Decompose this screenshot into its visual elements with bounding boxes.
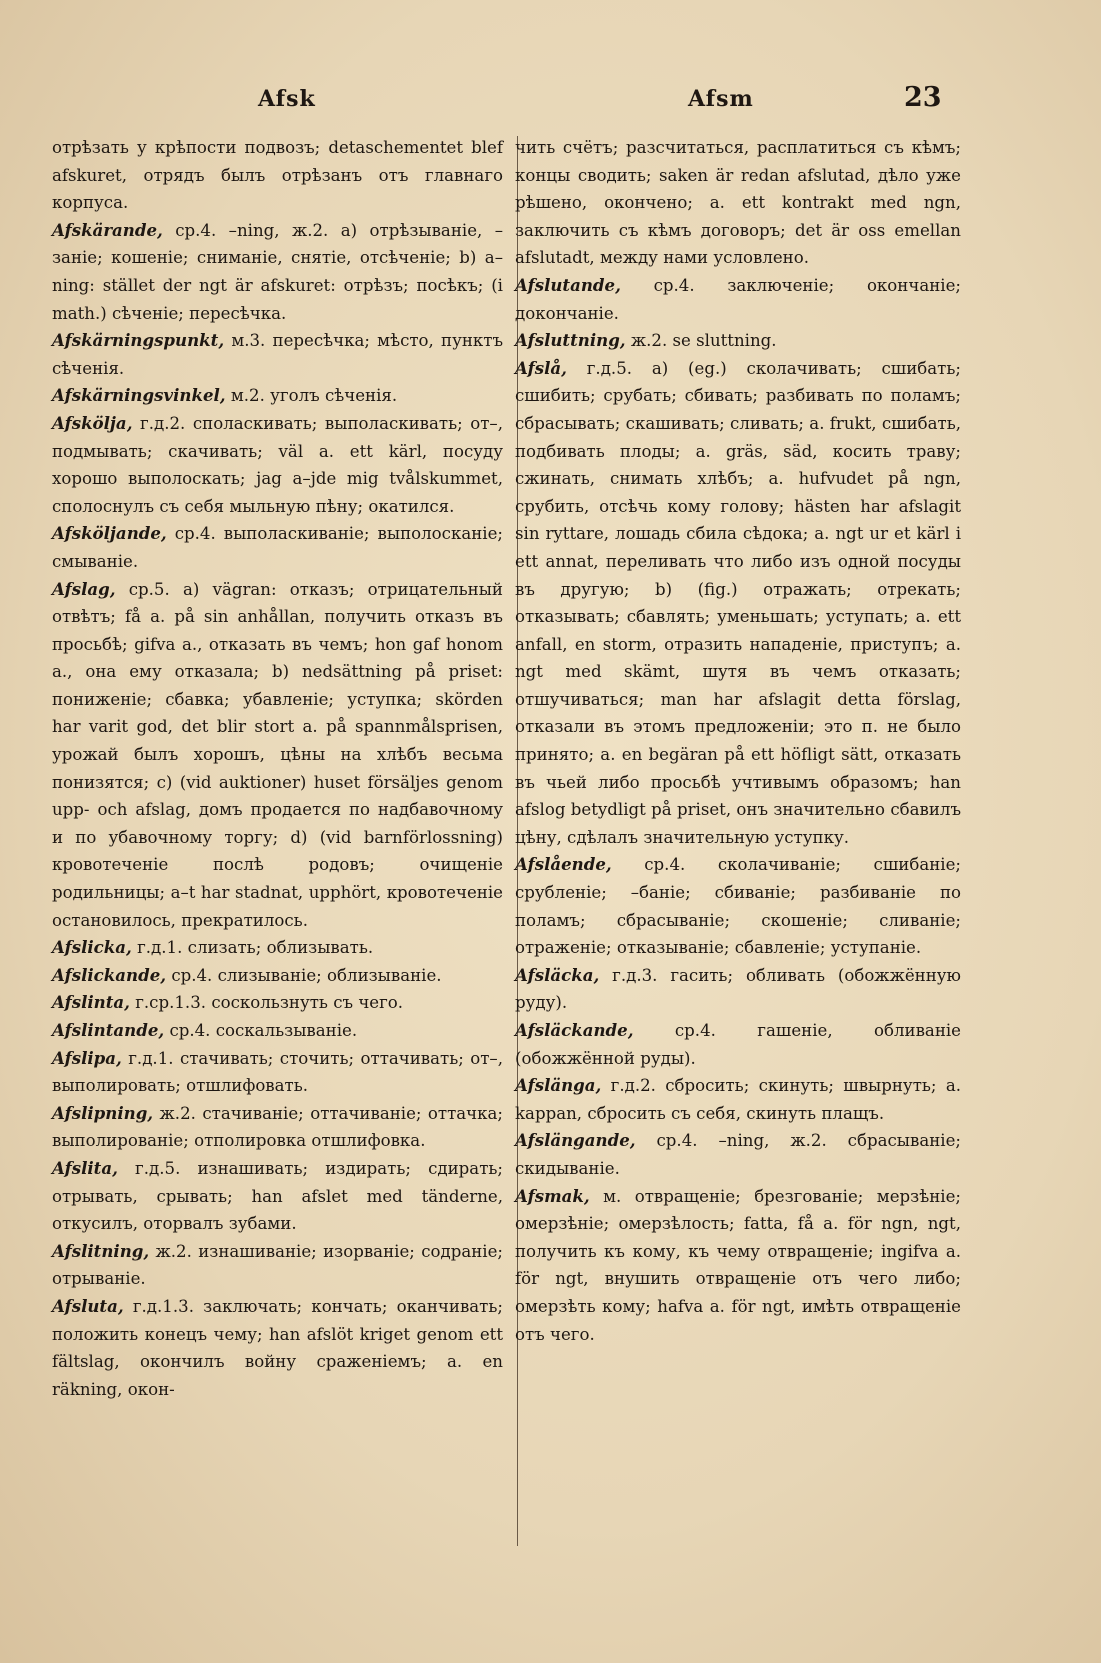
- entry-definition: чить счётъ; разсчитаться, расплатиться съ кѣмъ; концы сводить; saken är redan afslutad, дѣло уже рѣшено, окончено; a. ett kontrakt med ngn, заключить съ кѣмъ договоръ; det är oss emellan afslutadt, между нами условлено.: [515, 138, 961, 268]
- entry-definition: г.д.2. сбросить; скинуть; швырнуть; a. kappan, сбросить съ себя, скинуть плащъ.: [515, 1076, 961, 1123]
- entry-headword: Afslå,: [515, 357, 567, 378]
- dictionary-entry: [52, 1017, 503, 1045]
- dictionary-entry: [52, 410, 503, 520]
- entry-definition: ср.4. гашеніе, обливаніе (обожжённой руды).: [515, 1021, 962, 1068]
- entry-headword: Afsläcka,: [515, 964, 600, 985]
- entry-definition: ж.2. изнашиваніе; изорваніе; содраніе; отрываніе.: [52, 1241, 503, 1289]
- dictionary-entry: [52, 1100, 503, 1155]
- entry-headword: Afsläckande,: [515, 1020, 634, 1040]
- entry-definition: г.д.1.3. заключать; кончать; оканчивать; положить конецъ чему; han afslöt kriget genom ett fältslag, окончилъ войну сраженіемъ; a. en räkning, окон-: [52, 1296, 503, 1399]
- entry-headword: Afslängande,: [515, 1130, 636, 1151]
- dictionary-entry: [515, 962, 961, 1017]
- entry-headword: Afslipa,: [52, 1047, 122, 1068]
- dictionary-entry: [515, 1183, 961, 1349]
- running-header-right: Afsm: [688, 86, 754, 112]
- dictionary-entry: [52, 327, 503, 382]
- entry-definition: г.д.1. слизать; облизывать.: [137, 938, 374, 958]
- entry-definition: ж.2. se sluttning.: [630, 331, 777, 351]
- entry-headword: Afskärande,: [52, 219, 163, 240]
- entry-definition: ср.4. заключеніе; окончаніе; докончаніе.: [515, 275, 961, 323]
- entry-headword: Afslintande,: [52, 1020, 165, 1040]
- entry-headword: Afslickande,: [52, 964, 167, 985]
- entry-headword: Afslänga,: [515, 1075, 602, 1096]
- entry-definition: ср.5. a) vägran: отказъ; отрицательный отвѣтъ; få a. på sin anhållan, получить отказъ въ просьбѣ; gifva a., отказать въ чемъ; hon gaf honom a., она ему отказала; b) nedsättning på priset: пониженіе; сбавка; убавленіе; уступка; skörden har varit god, det blir stort a. på spannmålsprisen, урожай былъ хорошъ, цѣны на хлѣбъ весьма понизятся; c) (vid auktioner) huset försäljes genom upp- och afslag, домъ продается по надбавочному и по убавочному торгу; d) (vid barnförlossning) кровотеченіе послѣ родовъ; очищеніе родильницы; a–t har stadnat, upphört, кровотеченіе остановилось, прекратилось.: [52, 579, 503, 930]
- dictionary-entry: [52, 1293, 503, 1403]
- entry-definition: м. отвращеніе; брезгованіе; мерзѣніе; омерзѣніе; омерзѣлость; fatta, få a. för ngn, ngt, получить къ кому, къ чему отвращеніе; ingifva a. för ngt, внушить отвращеніе отъ чего либо; омерзѣть кому; hafva a. för ngt, имѣть отвращеніе отъ чего.: [515, 1186, 961, 1344]
- entry-definition: г.д.2. споласкивать; выполаскивать; от–, подмывать; скачивать; väl a. ett kärl, посуду хорошо выполоскать; jag a–jde mig tvålskummet, сполоснулъ съ себя мыльную пѣну; окатился.: [52, 413, 503, 516]
- entry-headword: Afslicka,: [52, 937, 132, 958]
- right-column: [515, 134, 961, 1348]
- dictionary-entry: [52, 1238, 503, 1293]
- entry-definition: ср.4. сколачиваніе; сшибаніе; срубленіе; –баніе; сбиваніе; разбиваніе по поламъ; сбрасываніе; скошеніе; сливаніе; отраженіе; отказываніе; сбавленіе; уступаніе.: [515, 855, 961, 958]
- running-header-left: Afsk: [258, 86, 316, 112]
- dictionary-entry: [515, 1072, 961, 1127]
- dictionary-entry: [515, 134, 961, 272]
- entry-definition: ср.4. слизываніе; облизываніе.: [171, 965, 442, 985]
- entry-definition: ср.4. –ning, ж.2. сбрасываніе; скидываніе.: [515, 1131, 961, 1178]
- entry-definition: г.ср.1.3. соскользнуть съ чего.: [135, 993, 404, 1013]
- entry-headword: Afslående,: [515, 854, 612, 875]
- dictionary-entry: [52, 576, 503, 935]
- dictionary-entry: [52, 962, 503, 990]
- entry-headword: Afskärningsvinkel,: [52, 385, 226, 406]
- dictionary-entry: [515, 327, 961, 355]
- dictionary-entry: [52, 382, 503, 410]
- entry-definition: г.д.3. гасить; обливать (обожжённую руду).: [515, 965, 961, 1013]
- entry-headword: Afsköljande,: [52, 523, 167, 544]
- entry-definition: отрѣзать у крѣпости подвозъ; detaschementet blef afskuret, отрядъ былъ отрѣзанъ отъ главнаго корпуса.: [52, 138, 503, 213]
- dictionary-entry: [52, 1155, 503, 1238]
- entry-headword: Afslinta,: [52, 992, 130, 1013]
- dictionary-entry: [52, 217, 503, 327]
- entry-headword: Afsluta,: [52, 1295, 124, 1316]
- entry-definition: г.д.1. стачивать; сточить; оттачивать; от–, выполировать; отшлифовать.: [52, 1048, 503, 1096]
- dictionary-entry: [515, 851, 961, 961]
- entry-headword: Afsluttning,: [515, 330, 626, 351]
- entry-definition: г.д.5. a) (eg.) сколачивать; сшибать; сшибить; срубать; сбивать; разбивать по поламъ; сбрасывать; скашивать; сливать; a. frukt, сшибать, подбивать плоды; a. gräs, säd, косить траву; сжинать, снимать хлѣбъ; a. hufvudet på ngn, срубить, отсѣчь кому голову; hästen har afslagit sin ryttare, лошадь сбила сѣдока; a. ngt ur et kärl i ett annat, переливать что либо изъ одной посуды въ другую; b) (fig.) отражать; отрекать; отказывать; сбавлять; уменьшать; уступать; a. ett anfall, en storm, отразить нападеніе, приступъ; a. ngt med skämt, шутя въ чемъ отказать; отшучиваться; man har afslagit detta förslag, отказали въ этомъ предложеніи; это п. не было принято; a. en begäran på ett höfligt sätt, отказать въ чьей либо просьбѣ учтивымъ образомъ; han afslog betydligt på priset, онъ значительно сбавилъ цѣну, сдѣлалъ значительную уступку.: [515, 358, 961, 847]
- entry-headword: Afsmak,: [515, 1185, 590, 1206]
- dictionary-entry: [52, 989, 503, 1017]
- entry-definition: м.2. уголъ сѣченія.: [230, 386, 398, 406]
- entry-definition: г.д.5. изнашивать; издирать; сдирать; отрывать, срывать; han afslet med tänderne, откусилъ, оторвалъ зубами.: [52, 1158, 503, 1234]
- dictionary-entry: [515, 272, 961, 327]
- dictionary-entry: [52, 520, 503, 575]
- entry-headword: Afslipning,: [52, 1102, 154, 1123]
- dictionary-entry: [515, 1017, 961, 1072]
- dictionary-entry: [515, 355, 961, 852]
- dictionary-entry: [52, 1045, 503, 1100]
- entry-headword: Afslita,: [52, 1157, 118, 1178]
- dictionary-entry: [515, 1127, 961, 1182]
- page-number: 23: [904, 82, 942, 113]
- entry-headword: Afskölja,: [52, 412, 133, 433]
- dictionary-entry: [52, 934, 503, 962]
- entry-definition: ср.4. –ning, ж.2. a) отрѣзываніе, –заніе; кошеніе; сниманіе, снятіе, отсѣченіе; b) a–ning: stället der ngt är afskuret: отрѣзъ; посѣкъ; (i math.) сѣченіе; пересѣчка.: [52, 220, 503, 323]
- entry-headword: Afslitning,: [52, 1240, 150, 1261]
- entry-headword: Afskärningspunkt,: [52, 330, 225, 351]
- entry-headword: Afslutande,: [515, 274, 621, 295]
- entry-headword: Afslag,: [52, 578, 116, 599]
- entry-definition: м.3. пересѣчка; мѣсто, пунктъ сѣченія.: [52, 331, 503, 378]
- entry-definition: ср.4. выполаскиваніе; выполосканіе; смываніе.: [52, 524, 503, 571]
- left-column: [52, 134, 503, 1403]
- entry-definition: ж.2. стачиваніе; оттачиваніе; оттачка; выполированіе; отполировка отшлифовка.: [52, 1103, 504, 1151]
- dictionary-entry: [52, 134, 503, 217]
- entry-definition: ср.4. соскальзываніе.: [169, 1021, 358, 1040]
